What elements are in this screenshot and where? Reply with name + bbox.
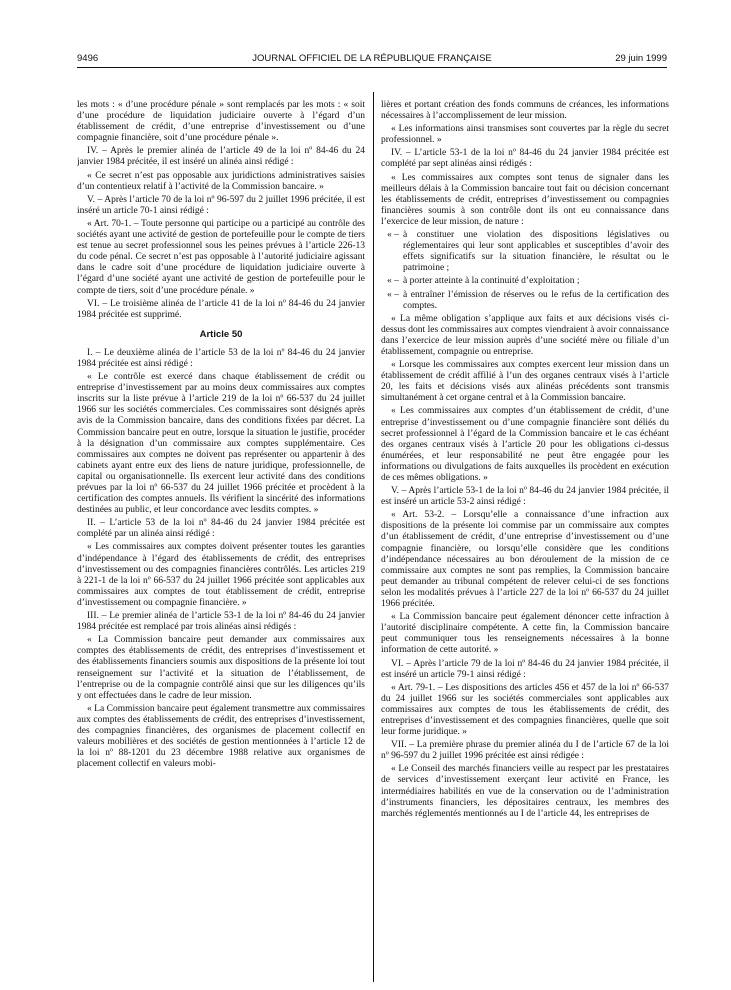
- right-column: [381, 100, 669, 985]
- paragraph: « La Commission bancaire peut demander aux commissaires aux comptes des établissements de crédit, des entreprises d’investissement et des établissements financiers soumis aux dispositions de la présente loi tout renseignement sur l’activité et la situation de l’établissement, de l’entreprise ou de la compagnie contrôlé ainsi que sur les diligences qu’ils y ont effectuées dans le cadre de leur mission.: [77, 635, 365, 701]
- paragraph: lières et portant création des fonds communs de créances, les informations nécessaires à l’accomplissement de leur mission.: [381, 100, 669, 122]
- paragraph: III. – Le premier alinéa de l’article 53-1 de la loi nº 84-46 du 24 janvier 1984 précitée est remplacé par trois alinéas ainsi rédigés :: [77, 611, 365, 633]
- paragraph: « Les commissaires aux comptes sont tenus de signaler dans les meilleurs délais à la Commission bancaire tout fait ou décision concernant les établissements de crédit, entreprises d’investissement ou compagnies financières soumis à son contrôle dont ils ont eu connaissance dans l’exercice de leur mission, de nature :: [381, 172, 669, 227]
- header-rule: [77, 67, 667, 68]
- issue-date: 29 juin 1999: [615, 53, 667, 64]
- page-header: [77, 52, 667, 66]
- paragraph: VI. – Après l’article 79 de la loi nº 84-46 du 24 janvier 1984 précitée, il est inséré un article 79-1 ainsi rédigé :: [381, 658, 669, 680]
- paragraph: « Art. 79-1. – Les dispositions des articles 456 et 457 de la loi nº 66-537 du 24 juillet 1966 sur les sociétés commerciales sont applicables aux commissaires aux comptes de tous les établissements de crédit, des entreprises d’investissement et des compagnies financières, quelle que soit leur forme juridique. »: [381, 682, 669, 738]
- column-divider: [373, 92, 374, 982]
- paragraph: « Ce secret n’est pas opposable aux juridictions administratives saisies d’un contentieux relatif à l’activité de la Commission bancaire. »: [77, 170, 365, 192]
- paragraph: VI. – Le troisième alinéa de l’article 41 de la loi nº 84-46 du 24 janvier 1984 précitée est supprimé.: [77, 298, 365, 320]
- paragraph: « Le contrôle est exercé dans chaque établissement de crédit ou entreprise d’investissement par au moins deux commissaires aux comptes inscrits sur la liste prévue à l’article 219 de la loi nº 66-537 du 24 juillet 1966 sur les sociétés commerciales. Ces commissaires sont désignés après avis de la Commission bancaire, dans des conditions fixées par décret. La Commission bancaire peut en outre, lorsque la situation le justifie, procéder à la désignation d’un commissaire aux comptes supplémentaire. Ces commissaires aux comptes ne doivent pas représenter ou appartenir à des cabinets ayant entre eux des liens de nature juridique, professionnelle, de capital ou organisationnelle. Ils exercent leur activité dans des conditions prévues par la loi nº 66-537 du 24 juillet 1966 précitée et procèdent à la certification des comptes annuels. Ils vérifient la sincérité des informations destinées au public, et leur concordance avec lesdits comptes. »: [77, 372, 365, 516]
- paragraph: « La Commission bancaire peut également transmettre aux commissaires aux comptes des établissements de crédit, des entreprises d’investissement, des compagnies financières, des organismes de placement collectif en valeurs mobilières et des sociétés de gestion mentionnées à l’article 12 de la loi nº 88-1201 du 23 décembre 1988 relative aux organismes de placement collectif en valeurs mobi-: [77, 703, 365, 770]
- paragraph: « Art. 53-2. – Lorsqu’elle a connaissance d’une infraction aux dispositions de la présente loi commise par un commissaire aux comptes d’un établissement de crédit, d’une entreprise d’investissement ou d’une compagnie financière, ou lorsqu’elle considère que les conditions d’indépendance nécessaires au bon déroulement de la mission de ce commissaire aux comptes ne sont pas remplies, la Commission bancaire peut demander au tribunal compétent de relever celui-ci de ses fonctions selon les modalités prévues à l’article 227 de la loi nº 66-537 du 24 juillet 1966 précitée.: [381, 510, 669, 610]
- paragraph: I. – Le deuxième alinéa de l’article 53 de la loi nº 84-46 du 24 janvier 1984 précitée est ainsi rédigé :: [77, 347, 365, 369]
- paragraph: « Lorsque les commissaires aux comptes exercent leur mission dans un établissement de crédit affilié à l’un des organes centraux visés à l’article 20, les faits et décisions visés aux alinéas précédents sont transmis simultanément à cet organe central et à la Commission bancaire.: [381, 360, 669, 404]
- paragraph: « Les informations ainsi transmises sont couvertes par la règle du secret professionnel. »: [381, 124, 669, 146]
- paragraph: IV. – Après le premier alinéa de l’article 49 de la loi nº 84-46 du 24 janvier 1984 précitée, il est inséré un alinéa ainsi rédigé :: [77, 146, 365, 168]
- page-number: 9496: [77, 53, 99, 64]
- paragraph: VII. – La première phrase du premier alinéa du I de l’article 67 de la loi nº 96-597 du 2 juillet 1996 précitée est ainsi rédigée :: [381, 740, 669, 762]
- left-column: [77, 100, 365, 985]
- paragraph: V. – Après l’article 53-1 de la loi nº 84-46 du 24 janvier 1984 précitée, il est inséré un article 53-2 ainsi rédigé :: [381, 486, 669, 508]
- paragraph: II. – L’article 53 de la loi nº 84-46 du 24 janvier 1984 précitée est complété par un alinéa ainsi rédigé :: [77, 518, 365, 540]
- list-item: « – à constituer une violation des dispositions législatives ou réglementaires qui leur sont applicables et susceptibles d’avoir des effets significatifs sur la situation financière, le résultat ou le patrimoine ;: [381, 230, 669, 274]
- paragraph: IV. – L’article 53-1 de la loi nº 84-46 du 24 janvier 1984 précitée est complété par sept alinéas ainsi rédigés :: [381, 148, 669, 170]
- paragraph: « Les commissaires aux comptes doivent présenter toutes les garanties d’indépendance à l’égard des établissements de crédit, des entreprises d’investissement ou des compagnies financières contrôlés. Les articles 219 à 221-1 de la loi nº 66-537 du 24 juillet 1966 précitée sont applicables aux commissaires aux comptes de tout établissement de crédit, entreprise d’investissement ou compagnie financière. »: [77, 542, 365, 608]
- paragraph: « La Commission bancaire peut également dénoncer cette infraction à l’autorité disciplinaire compétente. A cette fin, la Commission bancaire peut communiquer tous les renseignements nécessaires à la bonne information de cette autorité. »: [381, 612, 669, 656]
- paragraph: « Le Conseil des marchés financiers veille au respect par les prestataires de services d’investissement exerçant leur activité en France, les intermédiaires habilités en vue de la conservation ou de l’administration d’instruments financiers, les dépositaires centraux, les membres des marchés réglementés mentionnés au I de l’article 44, les entreprises de: [381, 764, 669, 819]
- paragraph: « Les commissaires aux comptes d’un établissement de crédit, d’une entreprise d’investissement ou d’une compagnie financière sont déliés du secret professionnel à l’égard de la Commission bancaire et le cas échéant des organes centraux visés à l’article 20 pour les obligations ci-dessus énumérées, et leur responsabilité ne peut être engagée pour les informations ou divulgations de faits auxquelles ils procèdent en exécution de ces mêmes obligations. »: [381, 406, 669, 483]
- list-item: « – à porter atteinte à la continuité d’exploitation ;: [381, 276, 669, 287]
- list-item: « – à entraîner l’émission de réserves ou le refus de la certification des comptes.: [381, 290, 669, 312]
- article-heading: Article 50: [199, 328, 243, 340]
- paragraph: « La même obligation s’applique aux faits et aux décisions visés ci-dessus dont les commissaires aux comptes viendraient à avoir connaissance dans l’exercice de leur mission auprès d’une société mère ou filiale d’un établissement, compagnie ou entreprise.: [381, 313, 669, 357]
- paragraph: « Art. 70-1. – Toute personne qui participe ou a participé au contrôle des sociétés ayant une activité de gestion de portefeuille pour le compte de tiers est tenue au secret professionnel sous les peines prévues à l’article 226-13 du code pénal. Ce secret n’est pas opposable à l’autorité judiciaire agissant dans le cadre soit d’une procédure de liquidation judiciaire ouverte à l’égard d’une société ayant une activité de gestion de portefeuille pour le compte de tiers, soit d’une procédure pénale. »: [77, 218, 365, 296]
- paragraph: V. – Après l’article 70 de la loi nº 96-597 du 2 juillet 1996 précitée, il est inséré un article 70-1 ainsi rédigé :: [77, 194, 365, 216]
- paragraph: les mots : « d’une procédure pénale » sont remplacés par les mots : « soit d’une procédure de liquidation judiciaire ouverte à l’égard d’un établissement de crédit, d’une entreprise d’investissement ou d’une compagnie financière, soit d’une procédure pénale ».: [77, 100, 365, 144]
- journal-title: JOURNAL OFFICIEL DE LA RÉPUBLIQUE FRANÇAISE: [252, 53, 492, 64]
